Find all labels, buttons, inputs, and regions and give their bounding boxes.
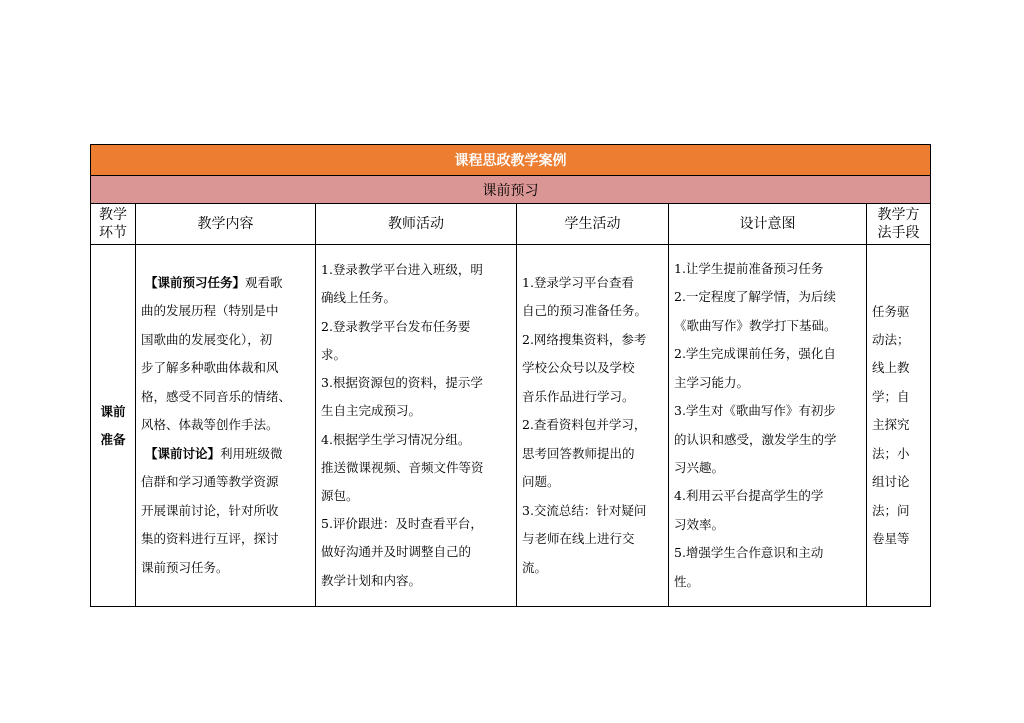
header-row bbox=[91, 204, 931, 245]
method-line: 学；自 bbox=[872, 388, 910, 404]
method-line: 线上教 bbox=[872, 360, 910, 376]
intent-line: 1.让学生提前准备预习任务 bbox=[674, 261, 824, 277]
student-line: 2.查看资料包并学习， bbox=[522, 417, 647, 433]
content-line: 风格、体裁等创作手法。 bbox=[141, 417, 279, 433]
teacher-line: 做好沟通并及时调整自己的 bbox=[321, 544, 472, 560]
content-line: 开展课前讨论，针对所收 bbox=[141, 502, 279, 518]
header-stage bbox=[91, 204, 136, 245]
method-line: 法；问 bbox=[872, 502, 910, 518]
header-content: 教学内容 bbox=[136, 204, 316, 245]
teacher-line: 2.登录教学平台发布任务要 bbox=[321, 318, 471, 334]
content-line: 步了解多种歌曲体裁和风 bbox=[141, 360, 279, 376]
content-line: 观看歌 bbox=[245, 274, 283, 290]
discussion-tag: 【课前讨论】 bbox=[145, 445, 221, 461]
header-method-line2: 法手段 bbox=[877, 225, 920, 241]
content-line: 利用班级微 bbox=[220, 445, 283, 461]
body-row bbox=[91, 245, 931, 607]
intent-line: 《歌曲写作》教学打下基础。 bbox=[674, 317, 837, 333]
method-line: 动法； bbox=[872, 332, 910, 348]
teacher-cell bbox=[316, 245, 517, 607]
intent-line: 4.利用云平台提高学生的学 bbox=[674, 488, 824, 504]
teacher-line: 教学计划和内容。 bbox=[321, 572, 422, 588]
content-line: 曲的发展历程（特别是中 bbox=[141, 303, 279, 319]
teacher-line: 5.评价跟进：及时查看平台， bbox=[321, 516, 483, 532]
content-line: 课前预习任务。 bbox=[141, 559, 229, 575]
header-student: 学生活动 bbox=[517, 204, 669, 245]
header-method bbox=[867, 204, 931, 245]
method-line: 卷星等 bbox=[872, 530, 910, 546]
method-line: 法；小 bbox=[872, 445, 910, 461]
teacher-line: 确线上任务。 bbox=[321, 290, 397, 306]
intent-line: 3.学生对《歌曲写作》有初步 bbox=[674, 403, 836, 419]
method-line: 组讨论 bbox=[872, 474, 910, 490]
student-line: 1.登录学习平台查看 bbox=[522, 274, 634, 290]
student-line: 学校公众号以及学校 bbox=[522, 360, 635, 376]
stage-cell bbox=[91, 245, 136, 607]
section-row bbox=[91, 176, 931, 204]
stage-line1: 课前 bbox=[100, 403, 126, 419]
teacher-line: 生自主完成预习。 bbox=[321, 403, 422, 419]
student-line: 自己的预习准备任务。 bbox=[522, 303, 648, 319]
method-cell bbox=[867, 245, 931, 607]
content-line: 集的资料进行互评，探讨 bbox=[141, 531, 279, 547]
student-line: 音乐作品进行学习。 bbox=[522, 388, 635, 404]
student-line: 问题。 bbox=[522, 474, 560, 490]
intent-line: 习兴趣。 bbox=[674, 459, 725, 475]
teacher-line: 4.根据学生学习情况分组。 bbox=[321, 431, 471, 447]
student-line: 思考回答教师提出的 bbox=[522, 445, 635, 461]
intent-line: 习效率。 bbox=[674, 516, 725, 532]
student-line: 3.交流总结：针对疑问 bbox=[522, 502, 647, 518]
lesson-plan-table bbox=[90, 144, 931, 607]
stage-line2: 准备 bbox=[100, 431, 126, 447]
table-title: 课程思政教学案例 bbox=[91, 145, 931, 176]
content-line: 信群和学习通等教学资源 bbox=[141, 474, 279, 490]
title-row bbox=[91, 145, 931, 176]
teacher-line: 1.登录教学平台进入班级，明 bbox=[321, 262, 483, 278]
header-intent: 设计意图 bbox=[669, 204, 867, 245]
intent-line: 性。 bbox=[674, 573, 700, 589]
intent-cell bbox=[669, 245, 867, 607]
intent-line: 2.学生完成课前任务，强化自 bbox=[674, 346, 836, 362]
intent-line: 的认识和感受，激发学生的学 bbox=[674, 431, 837, 447]
method-line: 主探究 bbox=[872, 417, 910, 433]
header-stage-line2: 环节 bbox=[99, 225, 127, 241]
teacher-line: 推送微课视频、音频文件等资 bbox=[321, 459, 484, 475]
method-line: 任务驱 bbox=[872, 303, 910, 319]
content-line: 格，感受不同音乐的情绪、 bbox=[141, 388, 292, 404]
header-method-line1: 教学方 bbox=[877, 207, 920, 223]
intent-line: 主学习能力。 bbox=[674, 374, 750, 390]
teacher-line: 求。 bbox=[321, 346, 347, 362]
student-line: 与老师在线上进行交 bbox=[522, 531, 635, 547]
content-cell bbox=[136, 245, 316, 607]
teacher-line: 源包。 bbox=[321, 487, 359, 503]
section-title: 课前预习 bbox=[91, 176, 931, 204]
header-teacher: 教师活动 bbox=[316, 204, 517, 245]
teacher-line: 3.根据资源包的资料，提示学 bbox=[321, 375, 483, 391]
content-line: 国歌曲的发展变化），初 bbox=[141, 331, 273, 347]
header-stage-line1: 教学 bbox=[99, 207, 127, 223]
student-cell bbox=[517, 245, 669, 607]
student-line: 2.网络搜集资料，参考 bbox=[522, 331, 647, 347]
student-line: 流。 bbox=[522, 559, 548, 575]
preview-task-tag: 【课前预习任务】 bbox=[145, 274, 246, 290]
intent-line: 2.一定程度了解学情，为后续 bbox=[674, 289, 836, 305]
intent-line: 5.增强学生合作意识和主动 bbox=[674, 545, 824, 561]
